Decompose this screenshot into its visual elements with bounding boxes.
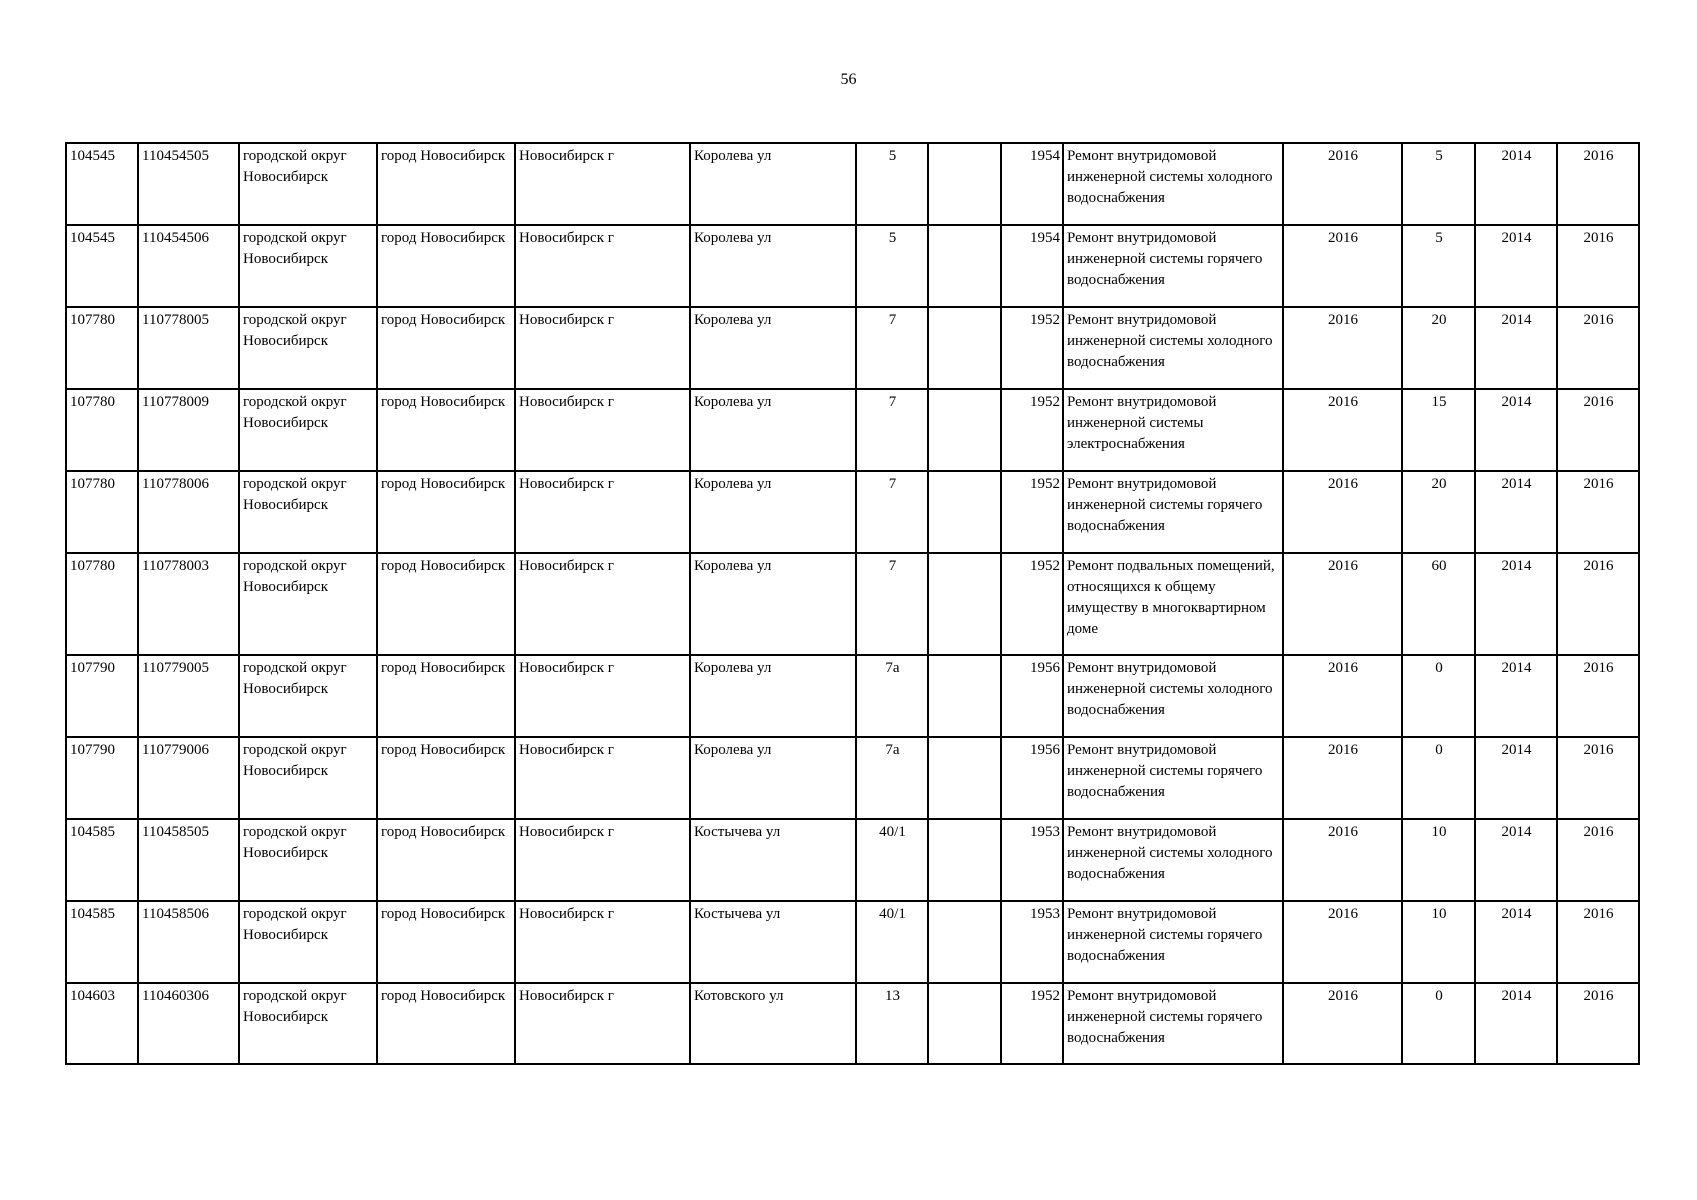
cell-built: 1952 (1001, 471, 1063, 553)
cell-year: 2016 (1283, 819, 1402, 901)
cell-year: 2016 (1283, 737, 1402, 819)
cell-settlement: город Новосибирск (377, 143, 515, 225)
table-row (66, 389, 1639, 471)
cell-settlement: город Новосибирск (377, 389, 515, 471)
cell-district: городской округ Новосибирск (239, 819, 377, 901)
cell-year: 2016 (1283, 307, 1402, 389)
cell-year: 2016 (1283, 655, 1402, 737)
cell-code: 110778009 (138, 389, 239, 471)
cell-city: Новосибирск г (515, 225, 690, 307)
cell-value: 20 (1402, 307, 1475, 389)
cell-start: 2014 (1475, 307, 1557, 389)
cell-extra (928, 737, 1001, 819)
cell-end: 2016 (1557, 737, 1639, 819)
page-number: 56 (840, 71, 857, 88)
table-row (66, 655, 1639, 737)
cell-street: Королева ул (690, 307, 856, 389)
cell-year: 2016 (1283, 471, 1402, 553)
cell-city: Новосибирск г (515, 983, 690, 1064)
table-row (66, 143, 1639, 225)
cell-built: 1952 (1001, 553, 1063, 655)
cell-street: Королева ул (690, 471, 856, 553)
registry-table (65, 142, 1640, 1065)
cell-year: 2016 (1283, 225, 1402, 307)
cell-work: Ремонт внутридомовой инженерной системы горячего водоснабжения (1063, 983, 1283, 1064)
cell-year: 2016 (1283, 143, 1402, 225)
cell-district: городской округ Новосибирск (239, 655, 377, 737)
cell-end: 2016 (1557, 901, 1639, 983)
cell-extra (928, 307, 1001, 389)
cell-value: 5 (1402, 225, 1475, 307)
cell-district: городской округ Новосибирск (239, 225, 377, 307)
cell-code: 110458505 (138, 819, 239, 901)
table-row (66, 471, 1639, 553)
cell-id: 107790 (66, 737, 138, 819)
cell-district: городской округ Новосибирск (239, 737, 377, 819)
cell-house: 5 (856, 143, 928, 225)
table-row (66, 983, 1639, 1064)
cell-street: Королева ул (690, 389, 856, 471)
cell-extra (928, 901, 1001, 983)
cell-code: 110460306 (138, 983, 239, 1064)
cell-extra (928, 471, 1001, 553)
cell-settlement: город Новосибирск (377, 737, 515, 819)
cell-settlement: город Новосибирск (377, 819, 515, 901)
cell-extra (928, 389, 1001, 471)
table-row (66, 819, 1639, 901)
cell-year: 2016 (1283, 901, 1402, 983)
cell-work: Ремонт подвальных помещений, относящихся к общему имуществу в многоквартирном доме (1063, 553, 1283, 655)
cell-start: 2014 (1475, 819, 1557, 901)
cell-work: Ремонт внутридомовой инженерной системы холодного водоснабжения (1063, 307, 1283, 389)
cell-built: 1954 (1001, 143, 1063, 225)
cell-house: 13 (856, 983, 928, 1064)
cell-settlement: город Новосибирск (377, 553, 515, 655)
cell-start: 2014 (1475, 553, 1557, 655)
cell-street: Королева ул (690, 225, 856, 307)
cell-work: Ремонт внутридомовой инженерной системы холодного водоснабжения (1063, 655, 1283, 737)
cell-street: Королева ул (690, 655, 856, 737)
cell-code: 110779006 (138, 737, 239, 819)
cell-house: 7а (856, 655, 928, 737)
cell-district: городской округ Новосибирск (239, 143, 377, 225)
cell-work: Ремонт внутридомовой инженерной системы горячего водоснабжения (1063, 471, 1283, 553)
cell-settlement: город Новосибирск (377, 307, 515, 389)
cell-id: 104545 (66, 225, 138, 307)
cell-built: 1953 (1001, 901, 1063, 983)
cell-work: Ремонт внутридомовой инженерной системы горячего водоснабжения (1063, 225, 1283, 307)
cell-built: 1952 (1001, 389, 1063, 471)
cell-built: 1953 (1001, 819, 1063, 901)
cell-end: 2016 (1557, 471, 1639, 553)
cell-end: 2016 (1557, 307, 1639, 389)
cell-code: 110454505 (138, 143, 239, 225)
cell-work: Ремонт внутридомовой инженерной системы горячего водоснабжения (1063, 737, 1283, 819)
cell-year: 2016 (1283, 553, 1402, 655)
cell-work: Ремонт внутридомовой инженерной системы холодного водоснабжения (1063, 819, 1283, 901)
cell-id: 107780 (66, 307, 138, 389)
cell-city: Новосибирск г (515, 389, 690, 471)
cell-value: 20 (1402, 471, 1475, 553)
cell-end: 2016 (1557, 553, 1639, 655)
cell-start: 2014 (1475, 225, 1557, 307)
cell-start: 2014 (1475, 983, 1557, 1064)
cell-city: Новосибирск г (515, 471, 690, 553)
cell-built: 1952 (1001, 307, 1063, 389)
cell-district: городской округ Новосибирск (239, 553, 377, 655)
cell-city: Новосибирск г (515, 143, 690, 225)
cell-start: 2014 (1475, 737, 1557, 819)
cell-id: 104603 (66, 983, 138, 1064)
cell-work: Ремонт внутридомовой инженерной системы горячего водоснабжения (1063, 901, 1283, 983)
cell-district: городской округ Новосибирск (239, 901, 377, 983)
cell-extra (928, 983, 1001, 1064)
cell-settlement: город Новосибирск (377, 655, 515, 737)
cell-year: 2016 (1283, 389, 1402, 471)
cell-code: 110458506 (138, 901, 239, 983)
cell-value: 10 (1402, 819, 1475, 901)
cell-id: 107790 (66, 655, 138, 737)
cell-built: 1954 (1001, 225, 1063, 307)
cell-settlement: город Новосибирск (377, 983, 515, 1064)
cell-house: 7 (856, 471, 928, 553)
cell-built: 1956 (1001, 655, 1063, 737)
cell-extra (928, 225, 1001, 307)
cell-code: 110778005 (138, 307, 239, 389)
cell-city: Новосибирск г (515, 819, 690, 901)
cell-year: 2016 (1283, 983, 1402, 1064)
cell-code: 110454506 (138, 225, 239, 307)
cell-code: 110778006 (138, 471, 239, 553)
cell-end: 2016 (1557, 819, 1639, 901)
cell-end: 2016 (1557, 389, 1639, 471)
cell-city: Новосибирск г (515, 901, 690, 983)
cell-settlement: город Новосибирск (377, 901, 515, 983)
cell-start: 2014 (1475, 471, 1557, 553)
cell-value: 15 (1402, 389, 1475, 471)
cell-extra (928, 655, 1001, 737)
registry-body (66, 143, 1639, 1064)
cell-street: Котовского ул (690, 983, 856, 1064)
cell-street: Костычева ул (690, 819, 856, 901)
cell-work: Ремонт внутридомовой инженерной системы электроснабжения (1063, 389, 1283, 471)
cell-start: 2014 (1475, 901, 1557, 983)
cell-start: 2014 (1475, 655, 1557, 737)
cell-value: 0 (1402, 983, 1475, 1064)
cell-id: 104585 (66, 901, 138, 983)
cell-house: 40/1 (856, 901, 928, 983)
cell-built: 1952 (1001, 983, 1063, 1064)
cell-street: Королева ул (690, 553, 856, 655)
cell-district: городской округ Новосибирск (239, 389, 377, 471)
cell-extra (928, 819, 1001, 901)
cell-district: городской округ Новосибирск (239, 307, 377, 389)
cell-house: 7а (856, 737, 928, 819)
cell-city: Новосибирск г (515, 655, 690, 737)
cell-start: 2014 (1475, 389, 1557, 471)
cell-code: 110779005 (138, 655, 239, 737)
cell-settlement: город Новосибирск (377, 471, 515, 553)
cell-street: Королева ул (690, 737, 856, 819)
cell-id: 104585 (66, 819, 138, 901)
cell-city: Новосибирск г (515, 307, 690, 389)
cell-district: городской округ Новосибирск (239, 471, 377, 553)
cell-extra (928, 553, 1001, 655)
cell-house: 7 (856, 553, 928, 655)
table-row (66, 737, 1639, 819)
cell-district: городской округ Новосибирск (239, 983, 377, 1064)
cell-house: 7 (856, 389, 928, 471)
cell-code: 110778003 (138, 553, 239, 655)
cell-built: 1956 (1001, 737, 1063, 819)
cell-id: 107780 (66, 553, 138, 655)
cell-street: Королева ул (690, 143, 856, 225)
table-row (66, 553, 1639, 655)
cell-value: 10 (1402, 901, 1475, 983)
table-row (66, 225, 1639, 307)
cell-value: 5 (1402, 143, 1475, 225)
cell-start: 2014 (1475, 143, 1557, 225)
table-row (66, 307, 1639, 389)
cell-end: 2016 (1557, 143, 1639, 225)
cell-id: 107780 (66, 389, 138, 471)
cell-value: 0 (1402, 737, 1475, 819)
cell-end: 2016 (1557, 983, 1639, 1064)
cell-end: 2016 (1557, 225, 1639, 307)
cell-value: 60 (1402, 553, 1475, 655)
cell-settlement: город Новосибирск (377, 225, 515, 307)
cell-house: 7 (856, 307, 928, 389)
cell-work: Ремонт внутридомовой инженерной системы холодного водоснабжения (1063, 143, 1283, 225)
cell-id: 104545 (66, 143, 138, 225)
cell-extra (928, 143, 1001, 225)
cell-city: Новосибирск г (515, 553, 690, 655)
cell-street: Костычева ул (690, 901, 856, 983)
cell-id: 107780 (66, 471, 138, 553)
cell-end: 2016 (1557, 655, 1639, 737)
cell-house: 40/1 (856, 819, 928, 901)
cell-city: Новосибирск г (515, 737, 690, 819)
cell-house: 5 (856, 225, 928, 307)
table-row (66, 901, 1639, 983)
cell-value: 0 (1402, 655, 1475, 737)
